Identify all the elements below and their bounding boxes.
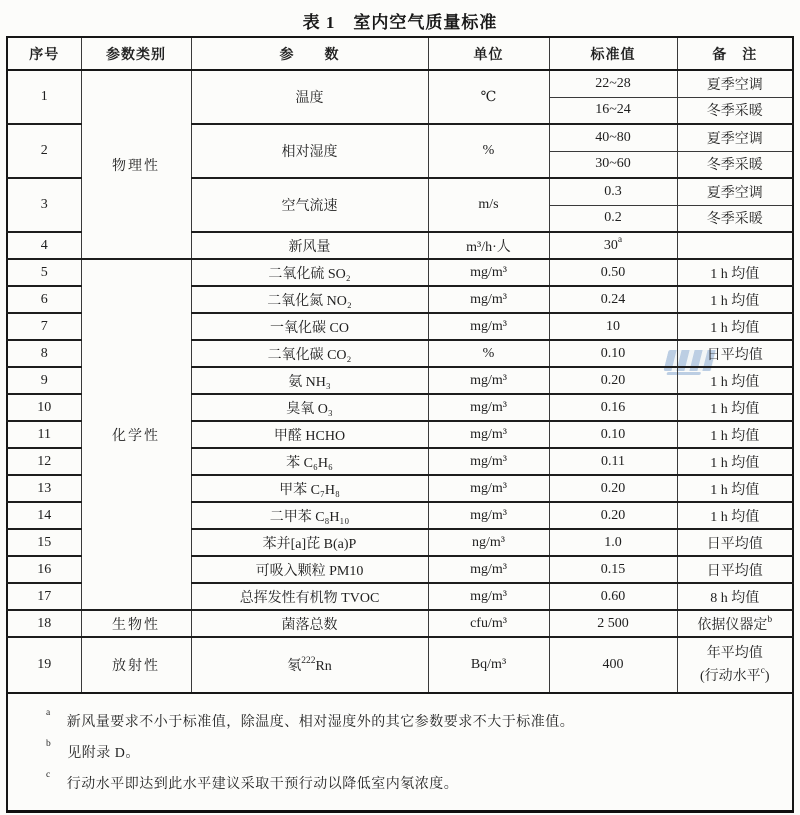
cell-unit: % [428, 124, 549, 178]
cell-no: 9 [7, 367, 81, 394]
cell-unit: mg/m³ [428, 367, 549, 394]
cell-remark: 夏季空调 [677, 124, 793, 151]
cell-value: 0.10 [549, 421, 677, 448]
cell-no: 4 [7, 232, 81, 259]
remark-line-2: (行动水平$^c$) [699, 666, 770, 684]
cell-remark: 夏季空调 [677, 178, 793, 205]
cell-parameter: 菌落总数 [191, 610, 428, 637]
cell-unit: mg/m³ [428, 475, 549, 502]
cell-parameter: 一氧化碳 CO [191, 313, 428, 340]
cell-unit: mg/m³ [428, 448, 549, 475]
cell-unit: cfu/m³ [428, 610, 549, 637]
cell-remark: 夏季空调 [677, 70, 793, 97]
cell-value: 0.2 [549, 205, 677, 232]
cell-remark: 8 h 均值 [677, 583, 793, 610]
air-quality-standards-table [6, 36, 794, 813]
cell-no: 13 [7, 475, 81, 502]
cell-unit: ng/m³ [428, 529, 549, 556]
value-text: 30 [603, 237, 618, 253]
cell-remark: 1 h 均值 [677, 448, 793, 475]
cell-parameter: 苯并[a]芘 B(a)P [191, 529, 428, 556]
cell-remark: 1 h 均值 [677, 394, 793, 421]
footnote-marker-a-ref: a [617, 234, 623, 245]
cell-no: 16 [7, 556, 81, 583]
cell-value: 0.15 [549, 556, 677, 583]
cell-value: 400 [549, 637, 677, 693]
footnote-b [46, 739, 778, 762]
radon-name: 氡 [287, 659, 302, 674]
cell-value [549, 232, 677, 259]
cell-parameter: 温度 [191, 70, 428, 124]
cell-remark: 1 h 均值 [677, 286, 793, 313]
cell-remark: 日平均值 [677, 529, 793, 556]
footnotes-cell [7, 693, 793, 812]
footnote-a [46, 708, 778, 731]
cell-value: 40~80 [549, 124, 677, 151]
cell-value: 0.50 [549, 259, 677, 286]
cell-remark: 1 h 均值 [677, 367, 793, 394]
cell-unit: % [428, 340, 549, 367]
cell-unit: mg/m³ [428, 313, 549, 340]
col-header-standard: 标准值 [549, 37, 677, 70]
cell-remark [677, 610, 793, 637]
cell-value: 10 [549, 313, 677, 340]
footnote-marker-b-ref: b [767, 614, 773, 625]
col-header-unit: 单位 [428, 37, 549, 70]
cell-no: 12 [7, 448, 81, 475]
cell-unit: m/s [428, 178, 549, 232]
cell-remark: 1 h 均值 [677, 259, 793, 286]
cell-category-physical: 物理性 [81, 70, 191, 259]
cell-no: 5 [7, 259, 81, 286]
cell-unit: mg/m³ [428, 394, 549, 421]
cell-value: 16~24 [549, 97, 677, 124]
footnote-c [46, 770, 778, 793]
cell-value: 0.20 [549, 367, 677, 394]
cell-category-chemical: 化学性 [81, 259, 191, 610]
cell-parameter: 二甲苯 C₈H₁₀ [191, 502, 428, 529]
cell-unit: m³/h·人 [428, 232, 549, 259]
cell-no: 8 [7, 340, 81, 367]
radon-symbol: Rn [315, 659, 332, 674]
col-header-no: 序号 [7, 37, 81, 70]
table-row [7, 610, 793, 637]
cell-unit: mg/m³ [428, 556, 549, 583]
cell-value: 1.0 [549, 529, 677, 556]
cell-parameter: 甲苯 C₇H₈ [191, 475, 428, 502]
cell-no: 15 [7, 529, 81, 556]
cell-no: 7 [7, 313, 81, 340]
cell-parameter: 臭氧 O₃ [191, 394, 428, 421]
cell-no: 3 [7, 178, 81, 232]
cell-parameter: 氨 NH₃ [191, 367, 428, 394]
footnote-b-text: 见附录 D。 [67, 746, 140, 761]
cell-value: 2 500 [549, 610, 677, 637]
cell-unit: mg/m³ [428, 286, 549, 313]
cell-remark: 1 h 均值 [677, 502, 793, 529]
footnote-marker-c-ref: c [760, 666, 765, 677]
cell-value: 0.20 [549, 475, 677, 502]
cell-unit: mg/m³ [428, 421, 549, 448]
col-header-category: 参数类别 [81, 37, 191, 70]
cell-parameter: 二氧化硫 SO₂ [191, 259, 428, 286]
cell-no: 2 [7, 124, 81, 178]
cell-parameter: 二氧化氮 NO₂ [191, 286, 428, 313]
remark-line-1: 年平均值 [706, 645, 763, 661]
footnote-c-marker: c [46, 770, 51, 781]
cell-remark: 冬季采暖 [677, 151, 793, 178]
cell-no: 17 [7, 583, 81, 610]
cell-remark: 冬季采暖 [677, 97, 793, 124]
cell-parameter: 甲醛 HCHO [191, 421, 428, 448]
radon-mass-number: 222 [301, 656, 316, 667]
cell-remark [677, 232, 793, 259]
footnote-a-marker: a [46, 708, 51, 719]
cell-no: 1 [7, 70, 81, 124]
cell-value: 0.60 [549, 583, 677, 610]
cell-parameter: 可吸入颗粒 PM10 [191, 556, 428, 583]
table-title: 表 1 室内空气质量标准 [302, 13, 498, 32]
cell-remark: 冬季采暖 [677, 205, 793, 232]
cell-parameter [191, 637, 428, 693]
footnote-b-marker: b [46, 739, 52, 750]
cell-no: 11 [7, 421, 81, 448]
cell-value: 0.10 [549, 340, 677, 367]
cell-no: 6 [7, 286, 81, 313]
cell-parameter: 苯 C₆H₆ [191, 448, 428, 475]
cell-unit: Bq/m³ [428, 637, 549, 693]
cell-value: 0.16 [549, 394, 677, 421]
cell-remark [677, 637, 793, 693]
cell-value: 0.20 [549, 502, 677, 529]
cell-value: 0.3 [549, 178, 677, 205]
cell-unit: ℃ [428, 70, 549, 124]
cell-value: 30~60 [549, 151, 677, 178]
cell-value: 0.11 [549, 448, 677, 475]
cell-unit: mg/m³ [428, 502, 549, 529]
header-row [7, 37, 793, 70]
cell-remark: 日平均值 [677, 340, 793, 367]
cell-remark: 日平均值 [677, 556, 793, 583]
footnotes-row [7, 693, 793, 812]
cell-parameter: 二氧化碳 CO₂ [191, 340, 428, 367]
cell-unit: mg/m³ [428, 259, 549, 286]
cell-no: 19 [7, 637, 81, 693]
cell-remark: 1 h 均值 [677, 313, 793, 340]
table-row [7, 637, 793, 693]
col-header-parameter: 参 数 [191, 37, 428, 70]
remark-text: 依据仪器定 [697, 617, 768, 633]
cell-parameter: 空气流速 [191, 178, 428, 232]
cell-no: 10 [7, 394, 81, 421]
cell-no: 18 [7, 610, 81, 637]
cell-parameter: 相对湿度 [191, 124, 428, 178]
cell-category-biological: 生物性 [81, 610, 191, 637]
table-row [7, 259, 793, 286]
cell-no: 14 [7, 502, 81, 529]
footnote-a-text: 新风量要求不小于标准值，除温度、相对湿度外的其它参数要求不大于标准值。 [66, 715, 575, 730]
cell-value: 0.24 [549, 286, 677, 313]
cell-category-radioactive: 放射性 [81, 637, 191, 693]
cell-value: 22~28 [549, 70, 677, 97]
footnote-c-text: 行动水平即达到此水平建议采取干预行动以降低室内氡浓度。 [66, 777, 459, 792]
cell-unit: mg/m³ [428, 583, 549, 610]
col-header-remark: 备 注 [677, 37, 793, 70]
cell-remark: 1 h 均值 [677, 421, 793, 448]
cell-remark: 1 h 均值 [677, 475, 793, 502]
cell-parameter: 新风量 [191, 232, 428, 259]
table-row [7, 70, 793, 97]
cell-parameter: 总挥发性有机物 TVOC [191, 583, 428, 610]
